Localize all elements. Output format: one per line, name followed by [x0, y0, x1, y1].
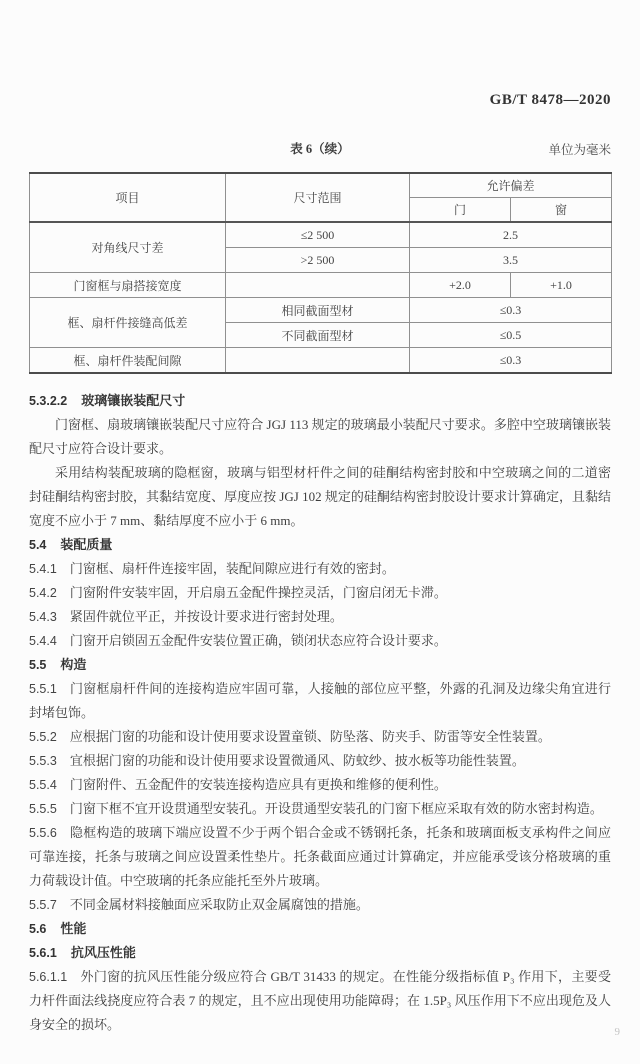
table-caption: 表 6（续） — [290, 142, 350, 156]
clause-text: 门窗开启锁固五金配件安装位置正确，锁闭状态应符合设计要求。 — [69, 633, 447, 648]
row-label-gap: 框、扇杆件装配间隙 — [30, 348, 226, 374]
col-header-item: 项目 — [30, 173, 226, 222]
clauses-article — [29, 389, 611, 1037]
section-title: 装配质量 — [60, 537, 113, 552]
clause-text: 紧固件就位平正，并按设计要求进行密封处理。 — [69, 609, 343, 624]
clause-5.4.2 — [29, 581, 611, 605]
section-heading-5.4 — [29, 533, 611, 557]
section-title: 玻璃镶嵌装配尺寸 — [81, 393, 186, 408]
seam-value-2: ≤0.5 — [410, 323, 612, 348]
clause-text: 应根据门窗的功能和设计使用要求设置童锁、防坠落、防夹手、防雷等安全性装置。 — [69, 729, 551, 744]
clause-number: 5.5.6 — [29, 826, 57, 840]
diagonal-value-1: 2.5 — [410, 222, 612, 248]
clause-number: 5.5.7 — [29, 898, 57, 912]
section-number: 5.6 — [29, 922, 47, 936]
clause-number: 5.5.3 — [29, 754, 57, 768]
clause-text: 门窗框扇杆件间的连接构造应牢固可靠，人接触的部位应平整，外露的孔洞及边缘尖角宜进行封堵包饰。 — [29, 681, 611, 720]
standard-number: GB/T 8478—2020 — [489, 92, 611, 108]
section-heading-5.3.2.2 — [29, 389, 611, 413]
diagonal-value-2: 3.5 — [410, 248, 612, 273]
clause-number: 5.4.4 — [29, 634, 57, 648]
gap-range-empty — [226, 348, 410, 374]
col-header-door: 门 — [410, 198, 511, 223]
diagonal-range-1: ≤2 500 — [226, 222, 410, 248]
table-row-diagonal-1 — [30, 222, 612, 248]
section-heading-5.6 — [29, 917, 611, 941]
tolerance-table — [29, 172, 612, 374]
paragraph: 门窗框、扇玻璃镶嵌装配尺寸应符合 JGJ 113 规定的玻璃最小装配尺寸要求。多腔中空玻璃镶嵌装配尺寸应符合设计要求。 — [29, 417, 611, 456]
table-header-row-1 — [30, 173, 612, 198]
clause-5.5.5 — [29, 797, 611, 821]
section-title: 抗风压性能 — [70, 945, 136, 960]
overlap-door-value: +2.0 — [410, 273, 511, 298]
unit-note: 单位为毫米 — [548, 143, 611, 157]
clause-5.4.1 — [29, 557, 611, 581]
clause-5.4.4 — [29, 629, 611, 653]
paragraph: 采用结构装配玻璃的隐框窗，玻璃与铝型材杆件之间的硅酮结构密封胶和中空玻璃之间的二道密封硅酮结构密封胶，其黏结宽度、厚度应按 JGJ 102 规定的硅酮结构密封胶设计要求计算确定，且黏结宽度不应小于 7 mm、黏结厚度不应小于 6 mm。 — [29, 465, 611, 528]
clause-number: 5.5.1 — [29, 682, 57, 696]
col-header-tolerance: 允许偏差 — [410, 173, 612, 198]
clause-5.5.6 — [29, 821, 611, 893]
section-title: 构造 — [60, 657, 87, 672]
page-number: 9 — [614, 1026, 620, 1038]
clause-number: 5.4.1 — [29, 562, 57, 576]
clause-text: 外门窗的抗风压性能分级应符合 GB/T 31433 的规定。在性能分级指标值 P₃ 作用下，主要受力杆件面法线挠度应符合表 7 的规定，且不应出现使用功能障碍；在 1.5P₃ 风压作用下不应出现危及人身安全的损坏。 — [29, 969, 611, 1032]
clause-number: 5.6.1.1 — [29, 970, 68, 984]
clause-5.5.3 — [29, 749, 611, 773]
clause-text: 隐框构造的玻璃下端应设置不少于两个铝合金或不锈钢托条，托条和玻璃面板支承构件之间应可靠连接，托条与玻璃之间应设置柔性垫片。托条截面应通过计算确定，并应能承受该分格玻璃的重力荷载设计值。中空玻璃的托条应能托至外片玻璃。 — [29, 825, 611, 888]
row-label-seam: 框、扇杆件接缝高低差 — [30, 298, 226, 348]
table-row-overlap — [30, 273, 612, 298]
clause-number: 5.4.3 — [29, 610, 57, 624]
clause-text: 不同金属材料接触面应采取防止双金属腐蚀的措施。 — [69, 897, 369, 912]
table-row-gap — [30, 348, 612, 374]
table-row-seam-1 — [30, 298, 612, 323]
clause-5.6.1.1 — [29, 965, 611, 1037]
clause-text: 门窗下框不宜开设贯通型安装孔。开设贯通型安装孔的门窗下框应采取有效的防水密封构造。 — [69, 801, 603, 816]
clause-text: 门窗框、扇杆件连接牢固，装配间隙应进行有效的密封。 — [69, 561, 395, 576]
col-header-window: 窗 — [511, 198, 612, 223]
clause-number: 5.4.2 — [29, 586, 57, 600]
seam-range-2: 不同截面型材 — [226, 323, 410, 348]
clause-number: 5.5.2 — [29, 730, 57, 744]
clause-5.5.4 — [29, 773, 611, 797]
clause-5.5.1 — [29, 677, 611, 725]
gap-value: ≤0.3 — [410, 348, 612, 374]
clause-text: 门窗附件安装牢固，开启扇五金配件操控灵活，门窗启闭无卡滞。 — [69, 585, 447, 600]
section-number: 5.3.2.2 — [29, 394, 68, 408]
clause-number: 5.5.4 — [29, 778, 57, 792]
col-header-size-range: 尺寸范围 — [226, 173, 410, 222]
clause-number: 5.5.5 — [29, 802, 57, 816]
section-number: 5.4 — [29, 538, 47, 552]
clause-5.4.3 — [29, 605, 611, 629]
clause-5.5.7 — [29, 893, 611, 917]
clause-text: 门窗附件、五金配件的安装连接构造应具有更换和维修的便利性。 — [69, 777, 447, 792]
section-heading-5.5 — [29, 653, 611, 677]
section-heading-5.6.1 — [29, 941, 611, 965]
clause-text: 宜根据门窗的功能和设计使用要求设置微通风、防蚊纱、披水板等功能性装置。 — [69, 753, 525, 768]
row-label-overlap: 门窗框与扇搭接宽度 — [30, 273, 226, 298]
diagonal-range-2: >2 500 — [226, 248, 410, 273]
section-number: 5.5 — [29, 658, 47, 672]
seam-value-1: ≤0.3 — [410, 298, 612, 323]
row-label-diagonal: 对角线尺寸差 — [30, 222, 226, 273]
seam-range-1: 相同截面型材 — [226, 298, 410, 323]
overlap-range-empty — [226, 273, 410, 298]
section-number: 5.6.1 — [29, 946, 57, 960]
overlap-window-value: +1.0 — [511, 273, 612, 298]
table-caption-row — [29, 139, 611, 157]
clause-5.5.2 — [29, 725, 611, 749]
section-title: 性能 — [60, 921, 87, 936]
